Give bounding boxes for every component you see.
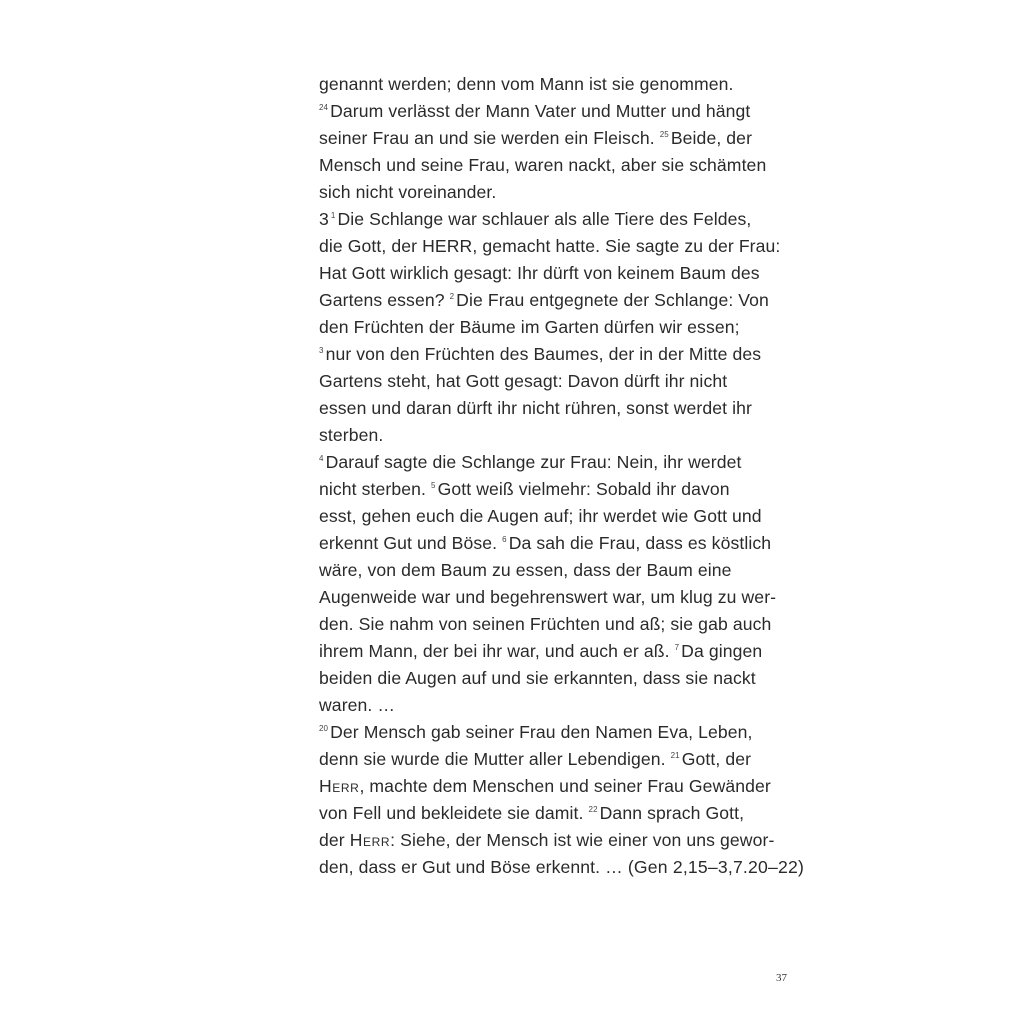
- verse-number: 21: [670, 751, 680, 760]
- text-segment: beiden die Augen auf und sie erkannten, dass sie nackt: [319, 668, 756, 688]
- divine-name: Herr: [319, 776, 360, 796]
- text-segment: der: [319, 830, 350, 850]
- text-line: [319, 476, 809, 503]
- text-segment: wäre, von dem Baum zu essen, dass der Baum eine: [319, 560, 732, 580]
- text-line: [319, 611, 809, 638]
- verse-number: 2: [449, 292, 455, 301]
- page-number: 37: [776, 972, 787, 984]
- text-segment: Die Frau entgegnete der Schlange: Von: [456, 290, 769, 310]
- verse-number: 4: [319, 454, 324, 463]
- verse-number: 7: [674, 643, 680, 652]
- text-segment: von Fell und bekleidete sie damit.: [319, 803, 589, 823]
- text-line: [319, 71, 809, 98]
- text-segment: die Gott, der HERR, gemacht hatte. Sie sagte zu der Frau:: [319, 236, 781, 256]
- text-segment: nur von den Früchten des Baumes, der in der Mitte des: [325, 344, 762, 364]
- verse-number: 5: [431, 481, 436, 490]
- bible-text-block: [319, 71, 809, 881]
- text-line: [319, 800, 809, 827]
- text-line: [319, 746, 809, 773]
- text-segment: den Früchten der Bäume im Garten dürfen wir essen;: [319, 317, 740, 337]
- text-line: [319, 530, 809, 557]
- verse-number: 1: [330, 211, 336, 220]
- text-line: [319, 692, 809, 719]
- text-segment: sterben.: [319, 425, 384, 445]
- text-segment: Gott weiß vielmehr: Sobald ihr davon: [437, 479, 730, 499]
- text-line: [319, 503, 809, 530]
- text-segment: Gartens steht, hat Gott gesagt: Davon dürft ihr nicht: [319, 371, 728, 391]
- verse-number: 3: [319, 346, 324, 355]
- text-line: [319, 773, 809, 800]
- divine-name: Herr: [349, 830, 391, 850]
- text-segment: Beide, der: [670, 128, 753, 148]
- text-line: [319, 125, 809, 152]
- text-segment: genannt werden; denn vom Mann ist sie genommen.: [319, 74, 734, 94]
- text-segment: Der Mensch gab seiner Frau den Namen Eva, Leben,: [330, 722, 753, 742]
- text-line: [319, 206, 809, 233]
- text-segment: waren. …: [319, 695, 396, 715]
- text-line: [319, 449, 809, 476]
- text-line: [319, 557, 809, 584]
- text-segment: Gartens essen?: [319, 290, 450, 310]
- scripture-reference: (Gen 2,15–3,7.20–22): [627, 857, 805, 877]
- text-segment: denn sie wurde die Mutter aller Lebendigen.: [319, 749, 671, 769]
- text-line: [319, 638, 809, 665]
- text-segment: esst, gehen euch die Augen auf; ihr werdet wie Gott und: [319, 506, 762, 526]
- text-line: [319, 719, 809, 746]
- text-line: [319, 233, 809, 260]
- text-line: [319, 287, 809, 314]
- text-line: [319, 260, 809, 287]
- verse-number: 6: [502, 535, 507, 544]
- text-line: [319, 152, 809, 179]
- text-segment: sich nicht voreinander.: [319, 182, 497, 202]
- text-segment: erkennt Gut und Böse.: [319, 533, 503, 553]
- verse-number: 20: [319, 724, 329, 733]
- text-line: [319, 422, 809, 449]
- text-segment: , machte dem Menschen und seiner Frau Gewänder: [359, 776, 771, 796]
- text-line: [319, 179, 809, 206]
- text-segment: Hat Gott wirklich gesagt: Ihr dürft von keinem Baum des: [319, 263, 760, 283]
- text-segment: Die Schlange war schlauer als alle Tiere des Feldes,: [337, 209, 752, 229]
- text-segment: Mensch und seine Frau, waren nackt, aber sie schämten: [319, 155, 767, 175]
- text-segment: Da sah die Frau, dass es köstlich: [508, 533, 772, 553]
- text-line: [319, 314, 809, 341]
- text-segment: : Siehe, der Mensch ist wie einer von uns gewor-: [390, 830, 775, 850]
- verse-number: 24: [319, 103, 329, 112]
- text-segment: Augenweide war und begehrenswert war, um klug zu wer-: [319, 587, 777, 607]
- text-segment: Darauf sagte die Schlange zur Frau: Nein, ihr werdet: [325, 452, 742, 472]
- chapter-number: 3: [319, 209, 329, 229]
- text-segment: den. Sie nahm von seinen Früchten und aß; sie gab auch: [319, 614, 772, 634]
- text-line: [319, 368, 809, 395]
- text-segment: Darum verlässt der Mann Vater und Mutter und hängt: [330, 101, 751, 121]
- verse-number: 22: [588, 805, 598, 814]
- text-segment: Dann sprach Gott,: [599, 803, 745, 823]
- text-line: [319, 584, 809, 611]
- verse-number: 25: [659, 130, 669, 139]
- text-line: [319, 665, 809, 692]
- text-segment: seiner Frau an und sie werden ein Fleisch.: [319, 128, 660, 148]
- text-segment: den, dass er Gut und Böse erkennt. …: [319, 857, 628, 877]
- text-line: [319, 395, 809, 422]
- text-line: [319, 98, 809, 125]
- text-segment: ihrem Mann, der bei ihr war, und auch er aß.: [319, 641, 675, 661]
- text-segment: Gott, der: [681, 749, 752, 769]
- text-segment: essen und daran dürft ihr nicht rühren, sonst werdet ihr: [319, 398, 752, 418]
- text-line: [319, 827, 809, 854]
- text-segment: nicht sterben.: [319, 479, 432, 499]
- text-segment: Da gingen: [681, 641, 763, 661]
- text-line: [319, 341, 809, 368]
- text-line: [319, 854, 809, 881]
